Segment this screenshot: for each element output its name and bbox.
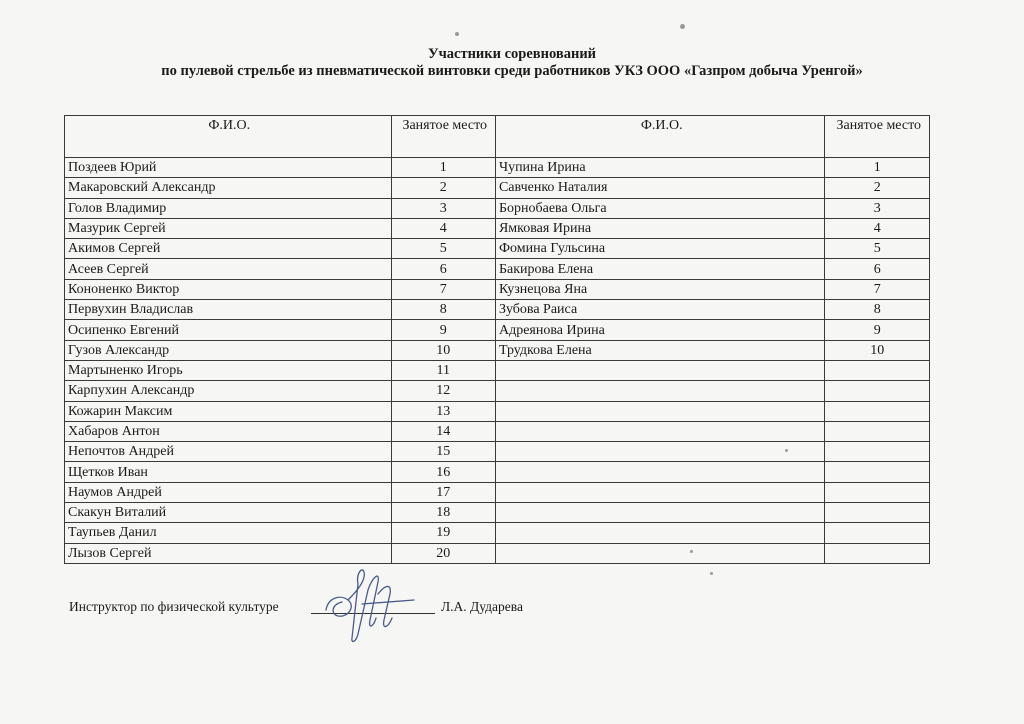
participant-name-women: Кузнецова Яна [495, 279, 825, 299]
participant-place-women [825, 543, 930, 563]
participant-place-men: 8 [391, 300, 495, 320]
table-row [65, 218, 930, 238]
participant-name-women: Трудкова Елена [495, 340, 825, 360]
table-row [65, 198, 930, 218]
participant-place-women: 9 [825, 320, 930, 340]
participant-name-men: Хабаров Антон [65, 421, 392, 441]
participant-place-women [825, 360, 930, 380]
participant-name-women [495, 421, 825, 441]
participant-name-men: Мартыненко Игорь [65, 360, 392, 380]
participant-place-women: 1 [825, 158, 930, 178]
paper-speck [680, 24, 685, 29]
participant-place-men: 7 [391, 279, 495, 299]
participant-name-women: Борнобаева Ольга [495, 198, 825, 218]
participant-place-men: 2 [391, 178, 495, 198]
header-name-left: Ф.И.О. [65, 116, 392, 158]
paper-speck [455, 32, 459, 36]
participant-place-men: 11 [391, 360, 495, 380]
participant-name-women [495, 503, 825, 523]
participant-name-men: Непочтов Андрей [65, 442, 392, 462]
participant-name-women: Чупина Ирина [495, 158, 825, 178]
participant-place-men: 5 [391, 239, 495, 259]
participant-place-men: 9 [391, 320, 495, 340]
table-row [65, 442, 930, 462]
participant-place-women: 2 [825, 178, 930, 198]
table-row [65, 279, 930, 299]
table-row [65, 340, 930, 360]
participant-name-men: Поздеев Юрий [65, 158, 392, 178]
participant-name-women: Зубова Раиса [495, 300, 825, 320]
participant-place-women: 5 [825, 239, 930, 259]
participant-place-men: 20 [391, 543, 495, 563]
table-row [65, 503, 930, 523]
participant-place-women: 3 [825, 198, 930, 218]
participant-place-men: 19 [391, 523, 495, 543]
document-subtitle: по пулевой стрельбе из пневматической винтовки среди работников УКЗ ООО «Газпром добыча Уренгой» [161, 63, 863, 79]
table-row [65, 360, 930, 380]
participant-place-women [825, 421, 930, 441]
participant-place-men: 16 [391, 462, 495, 482]
participant-name-men: Гузов Александр [65, 340, 392, 360]
participant-name-women [495, 523, 825, 543]
participant-place-men: 14 [391, 421, 495, 441]
participant-place-women: 7 [825, 279, 930, 299]
table-row [65, 259, 930, 279]
table-row [65, 421, 930, 441]
table-row [65, 239, 930, 259]
results-body [65, 158, 930, 564]
participant-name-women: Савченко Наталия [495, 178, 825, 198]
participant-name-men: Кожарин Максим [65, 401, 392, 421]
participant-name-men: Лызов Сергей [65, 543, 392, 563]
table-row [65, 523, 930, 543]
participant-name-men: Макаровский Александр [65, 178, 392, 198]
participant-name-men: Скакун Виталий [65, 503, 392, 523]
participant-name-women [495, 442, 825, 462]
participant-name-men: Акимов Сергей [65, 239, 392, 259]
participant-place-men: 15 [391, 442, 495, 462]
participant-name-women [495, 360, 825, 380]
header-name-right: Ф.И.О. [495, 116, 825, 158]
participant-name-women: Бакирова Елена [495, 259, 825, 279]
table-row [65, 381, 930, 401]
participant-name-women: Ямковая Ирина [495, 218, 825, 238]
table-row [65, 543, 930, 563]
participant-place-women: 8 [825, 300, 930, 320]
table-row [65, 401, 930, 421]
participant-name-women [495, 482, 825, 502]
signer-name: Л.А. Дударева [441, 599, 523, 614]
handwritten-signature [318, 560, 428, 646]
table-row [65, 320, 930, 340]
table-row [65, 462, 930, 482]
participant-place-women: 6 [825, 259, 930, 279]
participant-place-men: 3 [391, 198, 495, 218]
participant-name-women [495, 543, 825, 563]
participant-place-women [825, 442, 930, 462]
participant-place-women [825, 503, 930, 523]
document-title: Участники соревнований [427, 46, 597, 62]
participant-place-men: 12 [391, 381, 495, 401]
participant-place-women: 4 [825, 218, 930, 238]
participant-place-women [825, 523, 930, 543]
participant-place-men: 13 [391, 401, 495, 421]
participant-name-women [495, 381, 825, 401]
participant-place-women [825, 381, 930, 401]
participant-place-men: 18 [391, 503, 495, 523]
table-row [65, 482, 930, 502]
header-place-right: Занятое место [825, 116, 930, 158]
participant-place-women [825, 401, 930, 421]
participant-name-men: Первухин Владислав [65, 300, 392, 320]
participant-name-men: Осипенко Евгений [65, 320, 392, 340]
participant-place-women [825, 462, 930, 482]
participant-name-men: Мазурик Сергей [65, 218, 392, 238]
participant-place-men: 17 [391, 482, 495, 502]
participant-name-women [495, 401, 825, 421]
participant-name-women: Фомина Гульсина [495, 239, 825, 259]
participant-name-women [495, 462, 825, 482]
participant-name-men: Карпухин Александр [65, 381, 392, 401]
results-table [64, 115, 930, 564]
participant-place-women [825, 482, 930, 502]
participant-place-men: 10 [391, 340, 495, 360]
participant-name-men: Кононенко Виктор [65, 279, 392, 299]
paper-speck [785, 449, 788, 452]
participant-name-men: Голов Владимир [65, 198, 392, 218]
table-row [65, 300, 930, 320]
table-row [65, 178, 930, 198]
paper-speck [710, 572, 713, 575]
participant-name-men: Таупьев Данил [65, 523, 392, 543]
participant-name-men: Наумов Андрей [65, 482, 392, 502]
participant-name-women: Адреянова Ирина [495, 320, 825, 340]
table-header-row [65, 116, 930, 158]
participant-place-men: 4 [391, 218, 495, 238]
participant-place-men: 1 [391, 158, 495, 178]
table-row [65, 158, 930, 178]
paper-speck [690, 550, 693, 553]
header-place-left: Занятое место [391, 116, 495, 158]
participant-name-men: Асеев Сергей [65, 259, 392, 279]
signer-position: Инструктор по физической культуре [69, 599, 279, 614]
participant-place-men: 6 [391, 259, 495, 279]
participant-name-men: Щетков Иван [65, 462, 392, 482]
participant-place-women: 10 [825, 340, 930, 360]
